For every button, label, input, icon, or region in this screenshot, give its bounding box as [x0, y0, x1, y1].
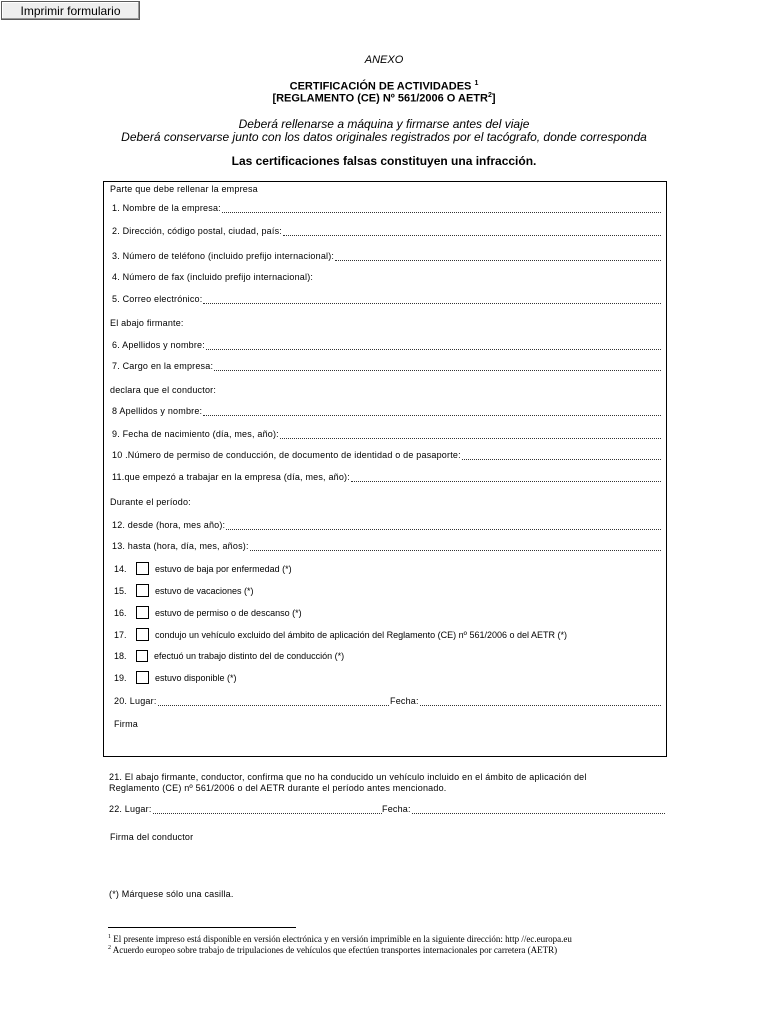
bracket-close: ]: [491, 92, 496, 105]
field-label: Fecha:: [390, 696, 419, 706]
input-line[interactable]: [226, 520, 661, 530]
field-label: 10 .Número de permiso de conducción, de documento de identidad o de pasaporte:: [112, 450, 461, 460]
title-line-2: [0, 92, 768, 105]
field-label: 13. hasta (hora, día, mes, años):: [112, 541, 249, 551]
company-name-field[interactable]: [112, 203, 661, 213]
field-label: 4. Número de fax (incluido prefijo internacional):: [112, 272, 314, 282]
field-label: 22. Lugar:: [109, 804, 152, 814]
field-label: 3. Número de teléfono (incluido prefijo internacional):: [112, 251, 335, 261]
field-label: 6. Apellidos y nombre:: [112, 340, 205, 350]
company-section-label: Parte que debe rellenar la empresa: [110, 184, 258, 194]
field-label: 20. Lugar:: [114, 696, 157, 706]
driver-confirmation-line-1: 21. El abajo firmante, conductor, confirma que no ha conducido un vehículo incluido en el ámbito de aplicación del: [109, 772, 587, 782]
period-section-label: Durante el período:: [110, 497, 191, 507]
subtitle-1: Deberá rellenarse a máquina y firmarse antes del viaje: [238, 117, 530, 131]
input-line[interactable]: [203, 406, 661, 416]
footnote-2: [108, 945, 557, 955]
footnote-text: El presente impreso está disponible en versión electrónica y en versión imprimible en la siguiente dirección: http //ec.europa.eu: [113, 934, 572, 944]
field-label: 5. Correo electrónico:: [112, 294, 203, 304]
check-number: 15.: [114, 585, 127, 596]
check-row-excluded-vehicle: [114, 628, 567, 641]
input-line[interactable]: [214, 361, 661, 371]
check-row-other-work: [114, 650, 344, 662]
warning-text: Las certificaciones falsas constituyen una infracción.: [231, 154, 537, 168]
input-line[interactable]: [351, 472, 661, 482]
excluded-vehicle-checkbox[interactable]: [136, 628, 149, 641]
vacation-checkbox[interactable]: [136, 584, 149, 597]
field-label: 2. Dirección, código postal, ciudad, país:: [112, 226, 282, 236]
check-row-rest: [114, 606, 302, 619]
check-label: estuvo de permiso o de descanso (*): [155, 607, 302, 618]
footnote-divider: [108, 927, 296, 928]
rest-checkbox[interactable]: [136, 606, 149, 619]
company-place-field[interactable]: [114, 696, 389, 706]
input-line[interactable]: [283, 226, 661, 236]
field-label: 12. desde (hora, mes año):: [112, 520, 226, 530]
input-line[interactable]: [335, 251, 661, 261]
footnote-1: [108, 934, 572, 944]
field-label: 9. Fecha de nacimiento (día, mes, año):: [112, 429, 279, 439]
footnote-mark: 2: [108, 945, 111, 951]
check-row-vacation: [114, 584, 254, 597]
check-label: efectuó un trabajo distinto del de conducción (*): [154, 651, 345, 661]
check-row-available: [114, 671, 237, 684]
field-label: 11.que empezó a trabajar en la empresa (día, mes, año):: [112, 472, 350, 482]
driver-name-field[interactable]: [112, 406, 661, 416]
check-label: estuvo de baja por enfermedad (*): [155, 563, 292, 574]
field-label: 8 Apellidos y nombre:: [112, 406, 203, 416]
check-row-sick-leave: [114, 562, 292, 575]
input-line[interactable]: [420, 696, 661, 706]
annex-label: ANEXO: [364, 54, 404, 66]
driver-place-field[interactable]: [109, 804, 382, 814]
available-checkbox[interactable]: [136, 671, 149, 684]
phone-field[interactable]: [112, 251, 661, 261]
check-number: 14.: [114, 563, 127, 574]
subtitle-2: Deberá conservarse junto con los datos originales registrados por el tacógrafo, donde corresponda: [121, 130, 647, 144]
input-line[interactable]: [250, 541, 661, 551]
field-label: 7. Cargo en la empresa:: [112, 361, 214, 371]
check-label: condujo un vehículo excluido del ámbito de aplicación del Reglamento (CE) nº 561/2006 o del AETR (*): [155, 629, 568, 640]
company-date-field[interactable]: [390, 696, 661, 706]
period-from-field[interactable]: [112, 520, 661, 530]
start-date-field[interactable]: [112, 472, 661, 482]
company-signature-label: Firma: [114, 719, 138, 729]
signer-section-label: El abajo firmante:: [110, 318, 184, 328]
driver-confirmation-line-2: Reglamento (CE) nº 561/2006 o del AETR durante el período antes mencionado.: [109, 783, 447, 793]
input-line[interactable]: [280, 429, 661, 439]
footnote-mark: 1: [108, 934, 111, 940]
driver-signature-label: Firma del conductor: [110, 832, 194, 842]
email-field[interactable]: [112, 294, 661, 304]
signer-name-field[interactable]: [112, 340, 661, 350]
input-line[interactable]: [153, 804, 382, 814]
driver-date-field[interactable]: [382, 804, 665, 814]
fax-field[interactable]: [112, 272, 313, 282]
company-form-box: [103, 181, 667, 757]
print-form-button[interactable]: Imprimir formulario: [1, 1, 140, 20]
input-line[interactable]: [206, 340, 661, 350]
input-line[interactable]: [158, 696, 389, 706]
check-label: estuvo disponible (*): [155, 672, 237, 683]
check-number: 18.: [114, 651, 127, 661]
check-label: estuvo de vacaciones (*): [155, 585, 254, 596]
checkbox-note: (*) Márquese sólo una casilla.: [109, 889, 234, 899]
period-to-field[interactable]: [112, 541, 661, 551]
birth-date-field[interactable]: [112, 429, 661, 439]
title-text: CERTIFICACIÓN DE ACTIVIDADES: [289, 80, 472, 93]
license-number-field[interactable]: [112, 450, 661, 460]
footnote-text: Acuerdo europeo sobre trabajo de tripulaciones de vehículos que efectúen transportes internacionales por carretera (AETR): [112, 945, 558, 955]
sick-leave-checkbox[interactable]: [136, 562, 149, 575]
footnote-ref-2: 2: [487, 92, 492, 99]
other-work-checkbox[interactable]: [136, 650, 148, 662]
input-line[interactable]: [412, 804, 665, 814]
address-field[interactable]: [112, 226, 661, 236]
field-label: 1. Nombre de la empresa:: [112, 203, 221, 213]
input-line[interactable]: [462, 450, 661, 460]
check-number: 17.: [114, 629, 127, 640]
field-label: Fecha:: [382, 804, 411, 814]
check-number: 19.: [114, 672, 127, 683]
position-field[interactable]: [112, 361, 661, 371]
regulation-text: [REGLAMENTO (CE) Nº 561/2006 O AETR: [272, 92, 488, 105]
input-line[interactable]: [203, 294, 661, 304]
driver-section-label: declara que el conductor:: [110, 385, 217, 395]
footnote-ref-1: 1: [474, 80, 479, 87]
check-number: 16.: [114, 607, 127, 618]
input-line[interactable]: [222, 203, 661, 213]
title-line-1: [0, 80, 768, 93]
